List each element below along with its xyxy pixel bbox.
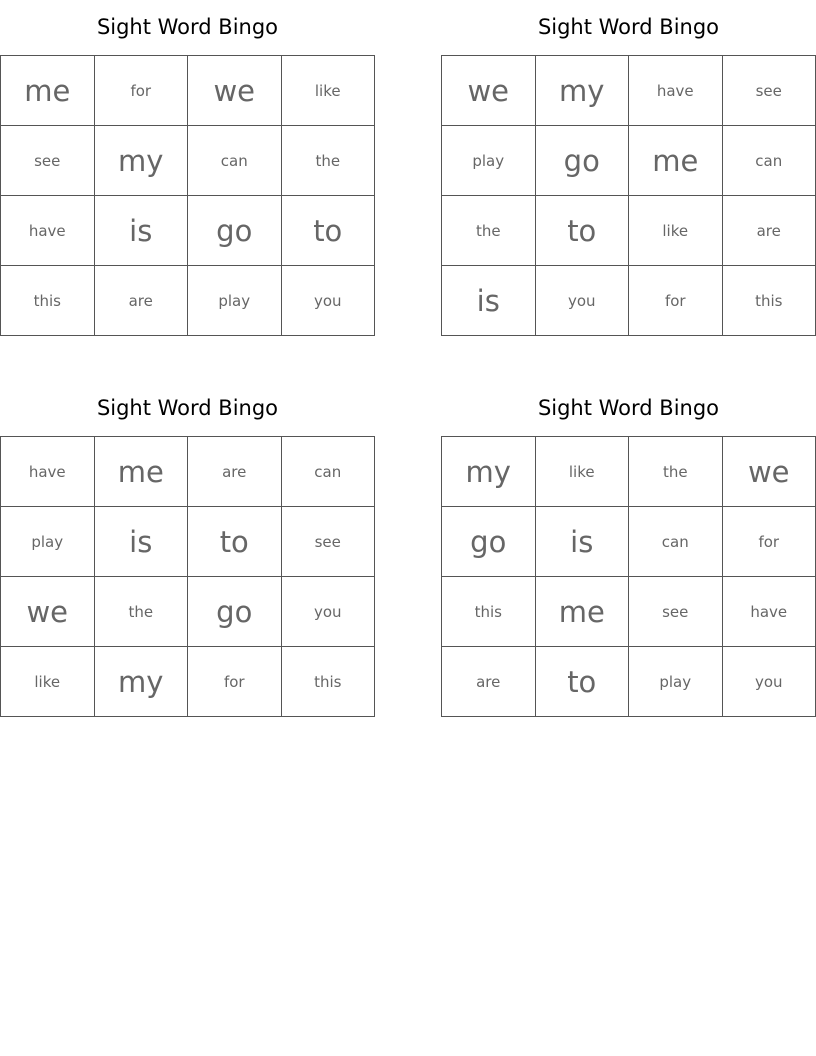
- bingo-cell: can: [629, 507, 723, 577]
- bingo-card-3: [0, 381, 375, 717]
- bingo-cell: the: [282, 126, 376, 196]
- bingo-card-2: [441, 0, 816, 336]
- card-title: Sight Word Bingo: [537, 15, 720, 39]
- bingo-cell: see: [629, 577, 723, 647]
- bingo-cell: see: [282, 507, 376, 577]
- bingo-cell: like: [629, 196, 723, 266]
- bingo-cell: this: [723, 266, 816, 336]
- bingo-cell: play: [442, 126, 536, 196]
- bingo-cell: you: [536, 266, 630, 336]
- bingo-cell: the: [95, 577, 189, 647]
- bingo-card-4: [441, 381, 816, 717]
- bingo-cell: play: [1, 507, 95, 577]
- bingo-grid: [441, 436, 816, 717]
- bingo-cell: to: [536, 196, 630, 266]
- bingo-cell: to: [536, 647, 630, 717]
- bingo-cell: me: [536, 577, 630, 647]
- bingo-cell: for: [723, 507, 816, 577]
- bingo-cell: have: [1, 196, 95, 266]
- bingo-cell: is: [95, 507, 189, 577]
- bingo-cell: this: [442, 577, 536, 647]
- bingo-cell: for: [95, 56, 189, 126]
- bingo-cell: have: [1, 437, 95, 507]
- bingo-cell: we: [1, 577, 95, 647]
- bingo-cell: can: [723, 126, 816, 196]
- bingo-cell: play: [188, 266, 282, 336]
- bingo-card-1: [0, 0, 375, 336]
- card-title: Sight Word Bingo: [537, 396, 720, 420]
- bingo-cell: me: [1, 56, 95, 126]
- bingo-cell: have: [629, 56, 723, 126]
- bingo-grid: [441, 55, 816, 336]
- bingo-cell: is: [442, 266, 536, 336]
- card-title: Sight Word Bingo: [96, 15, 279, 39]
- bingo-cell: like: [282, 56, 376, 126]
- bingo-cell: see: [1, 126, 95, 196]
- bingo-cell: we: [723, 437, 816, 507]
- bingo-cell: are: [723, 196, 816, 266]
- bingo-cell: for: [188, 647, 282, 717]
- bingo-cell: can: [282, 437, 376, 507]
- bingo-cell: are: [188, 437, 282, 507]
- bingo-grid: [0, 55, 375, 336]
- bingo-cell: is: [536, 507, 630, 577]
- bingo-cell: is: [95, 196, 189, 266]
- bingo-cell: go: [442, 507, 536, 577]
- bingo-cell: for: [629, 266, 723, 336]
- bingo-cell: to: [282, 196, 376, 266]
- bingo-cell: are: [442, 647, 536, 717]
- bingo-cell: me: [95, 437, 189, 507]
- bingo-cell: to: [188, 507, 282, 577]
- bingo-cell: this: [1, 266, 95, 336]
- bingo-cell: my: [95, 126, 189, 196]
- bingo-cell: my: [536, 56, 630, 126]
- bingo-cell: my: [442, 437, 536, 507]
- bingo-cell: my: [95, 647, 189, 717]
- bingo-cell: have: [723, 577, 816, 647]
- bingo-cell: the: [442, 196, 536, 266]
- bingo-cell: you: [282, 577, 376, 647]
- bingo-cell: like: [1, 647, 95, 717]
- bingo-cell: the: [629, 437, 723, 507]
- bingo-cell: like: [536, 437, 630, 507]
- bingo-cell: go: [188, 196, 282, 266]
- bingo-cell: we: [188, 56, 282, 126]
- bingo-cell: you: [723, 647, 816, 717]
- bingo-cell: this: [282, 647, 376, 717]
- bingo-cell: can: [188, 126, 282, 196]
- bingo-cell: we: [442, 56, 536, 126]
- bingo-cell: go: [536, 126, 630, 196]
- bingo-cell: go: [188, 577, 282, 647]
- bingo-cell: are: [95, 266, 189, 336]
- card-title: Sight Word Bingo: [96, 396, 279, 420]
- bingo-cell: me: [629, 126, 723, 196]
- bingo-cell: see: [723, 56, 816, 126]
- bingo-grid: [0, 436, 375, 717]
- bingo-cell: play: [629, 647, 723, 717]
- bingo-cell: you: [282, 266, 376, 336]
